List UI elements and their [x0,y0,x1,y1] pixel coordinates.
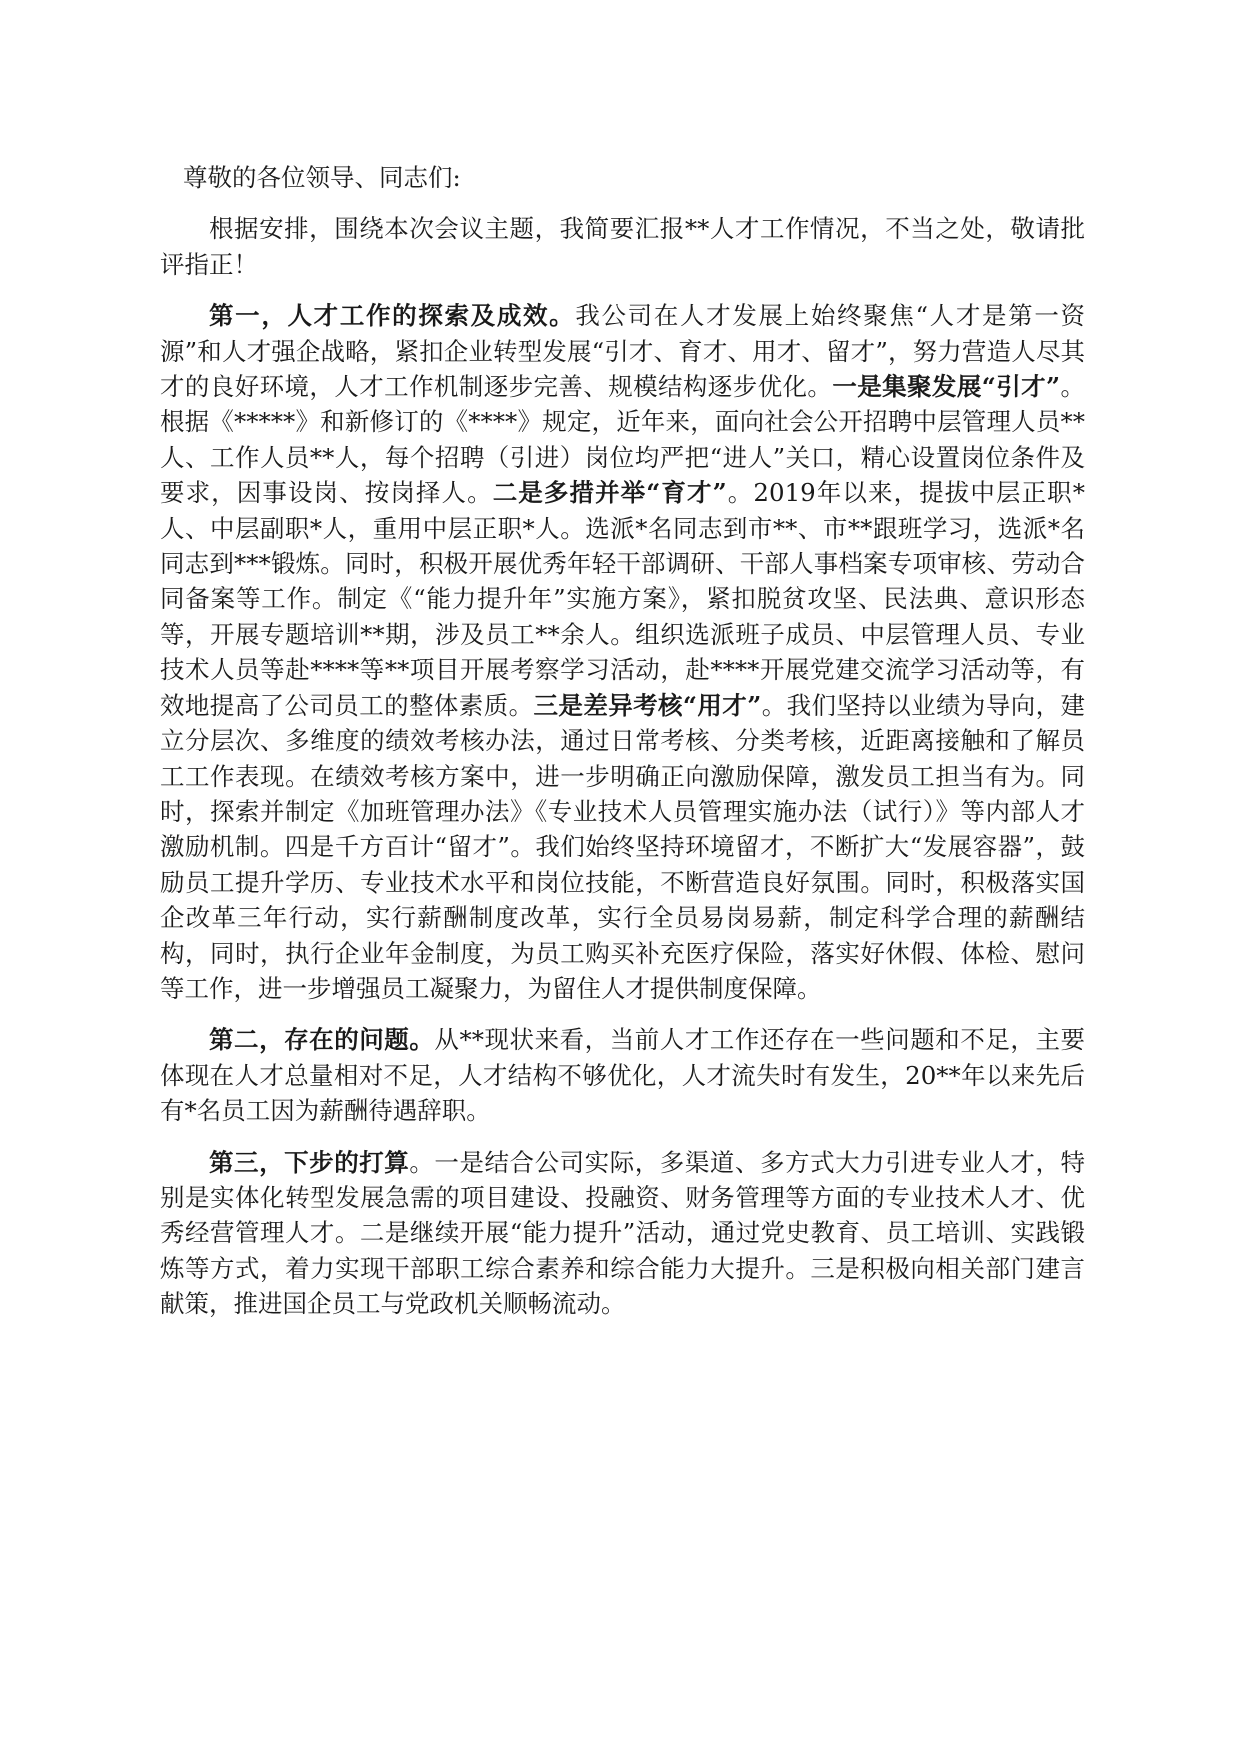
section-3-text: 。一是结合公司实际，多渠道、多方式大力引进专业人才，特别是实体化转型发展急需的项目建设、投融资、财务管理等方面的专业技术人才、优秀经营管理人才。二是继续开展“能力提升”活动，通过党史教育、员工培训、实践锻炼等方式，着力实现干部职工综合素养和综合能力大提升。三是积极向相关部门建言献策，推进国企员工与党政机关顺畅流动。 [160,1147,1086,1319]
section-3-heading: 第三，下步的打算 [209,1147,410,1177]
section-1-bold-3: 三是差异考核“用才” [533,690,762,720]
intro-paragraph: 根据安排，围绕本次会议主题，我简要汇报**人才工作情况，不当之处，敬请批评指正！ [160,214,1085,279]
document-page [160,160,1085,1322]
greeting: 尊敬的各位领导、同志们: [183,163,461,192]
section-2-heading: 第二，存在的问题。 [209,1025,435,1055]
section-1-bold-2: 二是多措并举“育才” [492,478,727,508]
section-1-heading: 第一，人才工作的探索及成效。 [209,301,576,331]
section-1-text-c: 。2019年以来，提拔中层正职*人、中层副职*人，重用中层正职*人。选派*名同志到市**、市**跟班学习，选派*名同志到***锻炼。同时，积极开展优秀年轻干部调研、干部人事档案专项审核、劳动合同备案等工作。制定《“能力提升年”实施方案》，紧扣脱贫攻坚、民法典、意识形态等，开展专题培训**期，涉及员工**余人。组织选派班子成员、中层管理人员、专业技术人员等赴****等**项目开展考察学习活动，赴****开展党建交流学习活动等，有效地提高了公司员工的整体素质。 [160,478,1086,720]
section-1-text-d: 。我们坚持以业绩为导向，建立分层次、多维度的绩效考核办法，通过日常考核、分类考核，近距离接触和了解员工工作表现。在绩效考核方案中，进一步明确正向激励保障，激发员工担当有为。同时，探索并制定《加班管理办法》《专业技术人员管理实施办法（试行）》等内部人才激励机制。四是千方百计“留才”。我们始终坚持环境留才，不断扩大“发展容器”，鼓励员工提升学历、专业技术水平和岗位技能，不断营造良好氛围。同时，积极落实国企改革三年行动，实行薪酬制度改革，实行全员易岗易薪，制定科学合理的薪酬结构，同时，执行企业年金制度，为员工购买补充医疗保险，落实好休假、体检、慰问等工作，进一步增强员工凝聚力，为留住人才提供制度保障。 [160,690,1086,1003]
section-3-paragraph [160,1145,1085,1322]
section-1-text-a: 我公司在人才发展上始终聚焦“人才是第一资源”和人才强企战略，紧扣企业转型发展“引才、育才、用才、留才”，努力营造人尽其才的良好环境，人才工作机制逐步完善、规模结构逐步优化。 [160,301,1086,402]
section-2-paragraph [160,1022,1085,1128]
section-1-bold-1: 一是集聚发展“引才” [832,372,1061,402]
section-1-paragraph [160,298,1085,1006]
section-2-text: 从**现状来看，当前人才工作还存在一些问题和不足，主要体现在人才总量相对不足，人才结构不够优化，人才流失时有发生，20**年以来先后有*名员工因为薪酬待遇辞职。 [160,1025,1086,1126]
section-1-text-b: 。根据《*****》和新修订的《****》规定，近年来，面向社会公开招聘中层管理人员**人、工作人员**人，每个招聘（引进）岗位均严把“进人”关口，精心设置岗位条件及要求，因事设岗、按岗择人。 [160,372,1086,508]
